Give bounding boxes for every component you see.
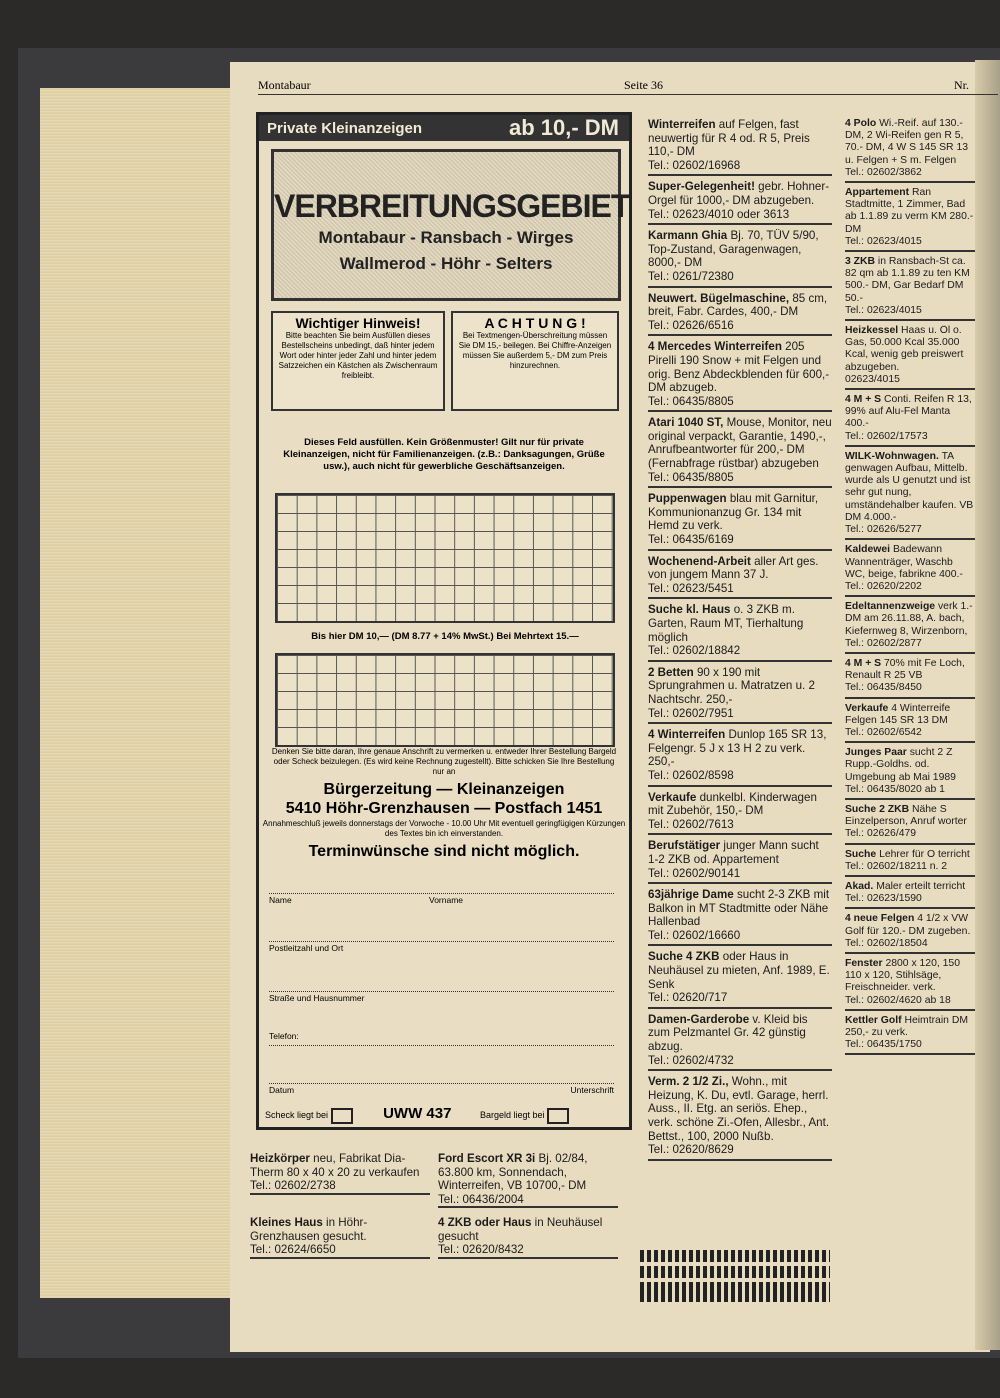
publisher-line-1: Bürgerzeitung — Kleinanzeigen bbox=[323, 781, 565, 798]
classified-ad bbox=[845, 118, 975, 183]
classified-ad bbox=[648, 1075, 832, 1161]
classified-ad bbox=[648, 603, 832, 661]
classified-ad bbox=[438, 1216, 618, 1259]
ad-headline: Suche 2 ZKB bbox=[845, 803, 910, 815]
ad-headline: Kaldewei bbox=[845, 544, 891, 556]
barcode-gap-1 bbox=[640, 1262, 830, 1266]
ad-text: in Höhr-Grenzhausen gesucht. bbox=[250, 1216, 368, 1243]
ad-phone: Tel.: 02626/5277 bbox=[845, 524, 922, 536]
ad-headline: Akad. bbox=[845, 880, 874, 892]
ad-text: 70% mit Fe Loch, Renault R 25 VB bbox=[845, 657, 965, 682]
classified-ad bbox=[648, 666, 832, 724]
ad-text: Maler erteilt terricht bbox=[876, 880, 966, 892]
ad-headline: Karmann Ghia bbox=[648, 229, 728, 243]
ad-phone: Tel.: 02602/18504 bbox=[845, 937, 928, 949]
ad-phone: Tel.: 02626/479 bbox=[845, 828, 917, 840]
ad-text: sucht 2-3 ZKB mit Balkon in MT Stadtmitte oder Nähe Hallenbad bbox=[648, 888, 830, 929]
ad-phone: Tel.: 02623/5451 bbox=[648, 581, 734, 595]
header-page: Seite 36 bbox=[624, 78, 663, 92]
ad-text: dunkelbl. Kinderwagen mit Zubehör, 150,- DM bbox=[648, 790, 817, 818]
achtung-title: A C H T U N G ! bbox=[484, 315, 586, 331]
ad-phone: Tel.: 02602/16660 bbox=[648, 928, 741, 942]
ad-phone: Tel.: 02626/6516 bbox=[648, 318, 734, 332]
classified-ad bbox=[648, 340, 832, 412]
ads-column-middle bbox=[648, 118, 832, 1165]
ad-phone: Tel.: 02602/16968 bbox=[648, 158, 741, 172]
ad-text: Haas u. Öl o. Gas, 50.000 Kcal 35.000 Kcal, wenig geb preiswert abzugeben. bbox=[845, 325, 964, 373]
classified-ad bbox=[845, 849, 975, 877]
date-signature-field[interactable] bbox=[269, 1083, 614, 1095]
classified-ad bbox=[845, 747, 975, 800]
barcode-pattern bbox=[640, 1250, 830, 1302]
ad-text: junger Mann sucht 1-2 ZKB od. Appartement bbox=[648, 839, 819, 866]
ad-phone: Tel.: 02602/4732 bbox=[648, 1053, 734, 1067]
ad-phone: 02623/4015 bbox=[845, 373, 900, 385]
ad-phone: Tel.: 02602/2877 bbox=[845, 637, 922, 649]
ad-headline: Appartement bbox=[845, 187, 910, 199]
ad-headline: Ford Escort XR 3i bbox=[438, 1152, 536, 1165]
ads-column-right bbox=[845, 118, 975, 1059]
classified-ad bbox=[648, 292, 832, 337]
classified-ad bbox=[648, 888, 832, 946]
distribution-area bbox=[271, 149, 630, 301]
ad-headline: 4 Winterreifen bbox=[648, 728, 726, 742]
ad-phone: Tel.: 06435/1750 bbox=[845, 1039, 922, 1051]
ad-text: in Neuhäusel gesucht bbox=[438, 1216, 603, 1243]
ad-phone: Tel.: 06435/8805 bbox=[648, 394, 734, 408]
ad-headline: Neuwert. Bügelmaschine, bbox=[648, 291, 790, 305]
ad-phone: Tel.: 06435/8450 bbox=[845, 682, 922, 694]
street-field[interactable] bbox=[269, 991, 614, 1003]
ad-headline: 3 ZKB bbox=[845, 256, 876, 268]
ad-phone: Tel.: 02602/90141 bbox=[648, 866, 741, 880]
phone-label: Telefon: bbox=[269, 1031, 299, 1041]
classified-ad bbox=[648, 416, 832, 488]
ad-headline: Wochenend-Arbeit bbox=[648, 554, 751, 568]
ad-text: 90 x 190 mit Sprungrahmen u. Matratzen u. 2 Nachtschr. 250,- bbox=[648, 665, 815, 706]
classified-ad bbox=[845, 1015, 975, 1056]
page-header bbox=[258, 78, 998, 94]
ad-text: TA genwagen Aufbau, Mittelb. wurde als U genutzt und ist sehr gut nung, umständehalber kaufen. VB DM 4.000.- bbox=[845, 450, 974, 523]
ad-text: 205 Pirelli 190 Snow + mit Felgen und orig. Benz Abdeckblenden für 600,- DM abzugeb. bbox=[648, 340, 830, 395]
hinweis-title: Wichtiger Hinweis! bbox=[295, 315, 421, 331]
plz-field[interactable] bbox=[269, 941, 614, 953]
ad-phone: Tel.: 02624/6650 bbox=[250, 1243, 336, 1257]
ad-phone: Tel.: 06435/8020 ab 1 bbox=[845, 783, 945, 795]
no-date-requests: Terminwünsche sind nicht möglich. bbox=[308, 843, 580, 860]
ad-text: Ran Stadtmitte, 1 Zimmer, Bad ab 1.1.89 zu verm KM 280.- DM bbox=[845, 187, 974, 235]
ad-phone: Tel.: 02623/4015 bbox=[845, 304, 922, 316]
ad-phone: Tel.: 02623/1590 bbox=[845, 893, 922, 905]
ad-text: o. 3 ZKB m. Garten, Raum MT, Tierhaltung möglich bbox=[648, 603, 804, 644]
ad-headline: 2 Betten bbox=[648, 665, 694, 679]
name-field[interactable] bbox=[269, 893, 614, 905]
ad-text: v. Kleid bis zum Pelzmantel Gr. 42 günstig abzug. bbox=[648, 1012, 808, 1054]
ad-headline: Damen-Garderobe bbox=[648, 1012, 750, 1026]
ad-headline: Heizkessel bbox=[845, 325, 899, 337]
ad-text: Wi.-Reif. auf 130.- DM, 2 Wi-Reifen gen R 5, 70.- DM, 4 W S 145 SR 13 u. Felgen + S m. Felgen bbox=[845, 118, 969, 166]
bargeld-label: Bargeld liegt bei bbox=[479, 1110, 545, 1120]
ad-text: Bj. 02/84, 63.800 km, Sonnendach, Winterreifen, VB 10700,- DM bbox=[438, 1152, 588, 1193]
ad-text: 85 cm, breit, Fabr. Cardes, 400,- DM bbox=[648, 291, 828, 319]
classified-ad bbox=[845, 601, 975, 654]
header-nr: Nr. bbox=[954, 78, 969, 92]
ad-phone: Tel.: 06435/8805 bbox=[648, 470, 734, 484]
classified-ad bbox=[845, 187, 975, 252]
region-line-2: Montabaur - Ransbach - Wirges bbox=[318, 228, 574, 247]
classified-ad bbox=[250, 1216, 430, 1259]
classified-ad bbox=[845, 256, 975, 321]
ad-phone: Tel.: 02602/2738 bbox=[250, 1179, 336, 1193]
ad-phone: Tel.: 02602/6542 bbox=[845, 726, 922, 738]
ad-headline: Winterreifen bbox=[648, 118, 716, 131]
ad-text: 4 Winterreife Felgen 145 SR 13 DM bbox=[845, 702, 951, 726]
text-grid-basic[interactable] bbox=[275, 493, 615, 623]
ad-phone: Tel.: 02602/7951 bbox=[648, 706, 734, 720]
important-notice bbox=[271, 311, 445, 411]
classified-ad bbox=[648, 118, 832, 176]
classified-ad bbox=[845, 451, 975, 540]
ad-phone: Tel.: 02602/8598 bbox=[648, 768, 734, 782]
ad-headline: Suche 4 ZKB bbox=[648, 950, 720, 964]
uww-code: UWW 437 bbox=[383, 1105, 452, 1122]
region-line-3: Wallmerod - Höhr - Selters bbox=[339, 254, 553, 273]
ad-headline: 4 Mercedes Winterreifen bbox=[648, 340, 782, 354]
phone-field[interactable] bbox=[269, 1045, 614, 1047]
ad-headline: Verm. 2 1/2 Zi., bbox=[648, 1075, 729, 1089]
hinweis-text: Bitte beachten Sie beim Ausfüllen dieses Bestellscheins unbedingt, daß hinter jedem Wort oder hinter jeder Zahl und hinter jedem Satzzeichen ein Kästchen als Zwischenraum freibleibt. bbox=[278, 331, 438, 380]
ad-headline: Berufstätiger bbox=[648, 839, 721, 853]
ad-phone: Tel.: 0261/72380 bbox=[648, 269, 734, 283]
form-header bbox=[259, 115, 629, 141]
ad-headline: 4 neue Felgen bbox=[845, 913, 915, 925]
ad-text: Dunlop 165 SR 13, Felgengr. 5 J x 13 H 2 zu verk. 250,- bbox=[648, 728, 827, 769]
ad-headline: Verkaufe bbox=[648, 790, 697, 804]
ad-headline: Suche kl. Haus bbox=[648, 603, 731, 617]
classified-ad bbox=[845, 881, 975, 909]
classified-ad bbox=[845, 658, 975, 699]
ad-text: Bj. 70, TÜV 5/90, Top-Zustand, Garagenwagen, 8000,- DM bbox=[648, 229, 819, 270]
form-price: ab 10,- DM bbox=[508, 115, 619, 140]
ad-headline: Suche bbox=[845, 848, 877, 860]
ad-phone: Tel.: 02602/18842 bbox=[648, 644, 741, 658]
ad-phone: Tel.: 02620/717 bbox=[648, 991, 728, 1005]
vorname-label: Vorname bbox=[429, 895, 464, 905]
classified-ad bbox=[845, 394, 975, 447]
ad-phone: Tel.: 02620/2202 bbox=[845, 580, 922, 592]
ad-headline: Atari 1040 ST, bbox=[648, 416, 724, 430]
classified-ad bbox=[648, 950, 832, 1008]
classified-ad bbox=[648, 839, 832, 884]
publisher-line-2: 5410 Höhr-Grenzhausen — Postfach 1451 bbox=[285, 800, 603, 817]
classified-ad bbox=[648, 492, 832, 550]
name-label: Name bbox=[269, 895, 292, 905]
classified-ad bbox=[845, 544, 975, 597]
ad-phone: Tel.: 02602/7613 bbox=[648, 817, 734, 831]
ad-headline: 4 M + S bbox=[845, 394, 882, 406]
ad-phone: Tel.: 02602/17573 bbox=[845, 430, 928, 442]
ad-text: Wohn., mit Heizung, K. Du, evtl. Garage, herrl. Auss., II. Etg. an seriös. Ehep., verk. schöne Zi.-Ofen, Allesbr., Ant. Bettst., 100, 2000 Nußb. bbox=[648, 1075, 830, 1143]
ad-phone: Tel.: 02623/4010 oder 3613 bbox=[648, 207, 790, 221]
ad-text: Mouse, Monitor, neu original verpackt, Garantie, 1490,-, Anrufbeantworter für 200,- DM (Fernabfrage rüstbar) abzugeben bbox=[648, 416, 832, 471]
classified-ad bbox=[438, 1152, 618, 1208]
classified-ad bbox=[845, 703, 975, 744]
ad-headline: 4 Polo bbox=[845, 118, 877, 129]
ad-phone: Tel.: 06436/2004 bbox=[438, 1192, 524, 1206]
ad-text: 2800 x 120, 150 110 x 120, Stihlsäge, Freischneider. verk. bbox=[845, 957, 960, 994]
header-town: Montabaur bbox=[258, 78, 311, 92]
ad-phone: Tel.: 02602/4620 ab 18 bbox=[845, 994, 951, 1006]
payment-row bbox=[265, 1105, 621, 1123]
ad-phone: Tel.: 02602/3862 bbox=[845, 166, 922, 178]
text-grid-extra[interactable] bbox=[275, 653, 615, 747]
scheck-label: Scheck liegt bei bbox=[265, 1110, 329, 1120]
ad-text: aller Art ges. von jungem Mann 37 J. bbox=[648, 554, 819, 582]
ad-text: auf Felgen, fast neuwertig für R 4 od. R 5, Preis 110,- DM bbox=[648, 118, 810, 159]
ad-headline: Junges Paar bbox=[845, 747, 907, 759]
ad-headline: Edeltannenzweige bbox=[845, 601, 936, 613]
ad-text: Heimtrain DM 250,- zu verk. bbox=[845, 1014, 968, 1038]
classified-ad bbox=[845, 804, 975, 845]
classified-ad bbox=[648, 229, 832, 287]
ad-text: oder Haus in Neuhäusel zu mieten, Anf. 1989, E. Senk bbox=[648, 950, 830, 991]
ad-text: in Ransbach-St ca. 82 qm ab 1.1.89 zu ten KM 500.- DM, Gar Bedarf DM 50.- bbox=[845, 256, 970, 304]
header-rule bbox=[258, 94, 998, 95]
classified-ad bbox=[845, 913, 975, 954]
ad-text: Lehrer für O terricht bbox=[879, 848, 970, 860]
achtung-text: Bei Textmengen-Überschreitung müssen Sie DM 15,- beilegen. Bei Chiffre-Anzeigen müssen Sie außerdem 5,- DM zum Preis hinzurechnen. bbox=[458, 331, 612, 370]
ad-phone: Tel.: 02620/8432 bbox=[438, 1243, 524, 1257]
ad-text: verk 1.- DM am 26.11.88, A. bach, Kiefernweg 8, Wirzenborn, bbox=[845, 601, 973, 637]
ad-headline: Kettler Golf bbox=[845, 1014, 902, 1026]
page-stack-edge bbox=[40, 88, 262, 1298]
ad-text: Badewann Wannenträger, Waschb WC, beige, fabrikne 400.- bbox=[845, 544, 963, 580]
classified-ad bbox=[845, 325, 975, 390]
ad-headline: 4 ZKB oder Haus bbox=[438, 1216, 532, 1229]
classified-ad bbox=[648, 728, 832, 786]
ad-text: sucht 2 Z Rupp.-Goldhs. od. Umgebung ab Mai 1989 bbox=[845, 747, 956, 783]
ad-text: gebr. Hohner-Orgel für 1000,- DM abzugeben. bbox=[648, 180, 830, 207]
ad-headline: Verkaufe bbox=[845, 702, 889, 714]
ad-phone: Tel.: 02602/18211 n. 2 bbox=[845, 860, 948, 872]
classified-ad bbox=[648, 1013, 832, 1071]
form-instructions: Dieses Feld ausfüllen. Kein Größenmuster! Gilt nur für private Kleinanzeigen, nicht für Familienanzeigen. (z.B.: Danksagungen, Grüße usw.), auch nicht für gewerbliche Geschäftsanzeigen. bbox=[283, 437, 605, 472]
attention-notice bbox=[451, 311, 619, 411]
classified-ad bbox=[648, 791, 832, 836]
ad-headline: Super-Gelegenheit! bbox=[648, 180, 755, 194]
form-title: Private Kleinanzeigen bbox=[267, 120, 423, 137]
classified-ad bbox=[250, 1152, 430, 1195]
bargeld-checkbox[interactable] bbox=[547, 1108, 569, 1124]
ad-headline: Puppenwagen bbox=[648, 492, 727, 506]
region-title: VERBREITUNGSGEBIET bbox=[274, 188, 630, 224]
ad-text: blau mit Garnitur, Kommunionanzug Gr. 134 mit Hemd zu verk. bbox=[648, 492, 819, 533]
plz-label: Postleitzahl und Ort bbox=[269, 943, 344, 953]
ad-headline: Fenster bbox=[845, 957, 883, 969]
ad-text: Conti. Reifen R 13, 99% auf Alu-Fel Manta 400.- bbox=[845, 394, 972, 430]
order-form bbox=[256, 112, 632, 1130]
street-label: Straße und Hausnummer bbox=[269, 993, 365, 1003]
right-page-edge bbox=[975, 60, 1000, 1350]
ad-headline: 63jährige Dame bbox=[648, 888, 734, 902]
scheck-checkbox[interactable] bbox=[331, 1108, 353, 1124]
barcode-gap-2 bbox=[640, 1278, 830, 1282]
ad-text: neu, Fabrikat Dia-Therm 80 x 40 x 20 zu verkaufen bbox=[250, 1152, 420, 1179]
ad-phone: Tel.: 02620/8629 bbox=[648, 1143, 734, 1157]
classified-ad bbox=[648, 180, 832, 225]
classified-ad bbox=[648, 555, 832, 600]
price-note: Bis hier DM 10,— (DM 8.77 + 14% MwSt.) Bei Mehrtext 15.— bbox=[311, 631, 579, 642]
ad-headline: WILK-Wohnwagen. bbox=[845, 450, 939, 462]
signature-label: Unterschrift bbox=[570, 1085, 614, 1095]
ad-text: 4 1/2 x VW Golf für 120.- DM zugeben. bbox=[845, 913, 971, 937]
ad-headline: 4 M + S bbox=[845, 657, 882, 669]
deadline-note: Annahmeschluß jeweils donnerstags der Vorwoche - 10.00 Uhr Mit eventuell geringfügigen Kürzungen des Textes bin ich einverstanden. bbox=[262, 819, 626, 838]
classified-ad bbox=[845, 958, 975, 1011]
ad-headline: Kleines Haus bbox=[250, 1216, 323, 1229]
ad-phone: Tel.: 02623/4015 bbox=[845, 235, 922, 247]
ad-phone: Tel.: 06435/6169 bbox=[648, 533, 734, 547]
ad-headline: Heizkörper bbox=[250, 1152, 310, 1165]
ad-text: Nähe S Einzelperson, Anruf worter bbox=[845, 803, 967, 828]
address-note: Denken Sie bitte daran, Ihre genaue Anschrift zu vermerken u. entweder Ihrer Bestellung Bargeld oder Scheck beizulegen. (Es wird keine Rechnung zugestellt). Bitte schicken Sie Ihre Bestellung nur an bbox=[271, 747, 617, 776]
date-label: Datum bbox=[269, 1085, 295, 1095]
